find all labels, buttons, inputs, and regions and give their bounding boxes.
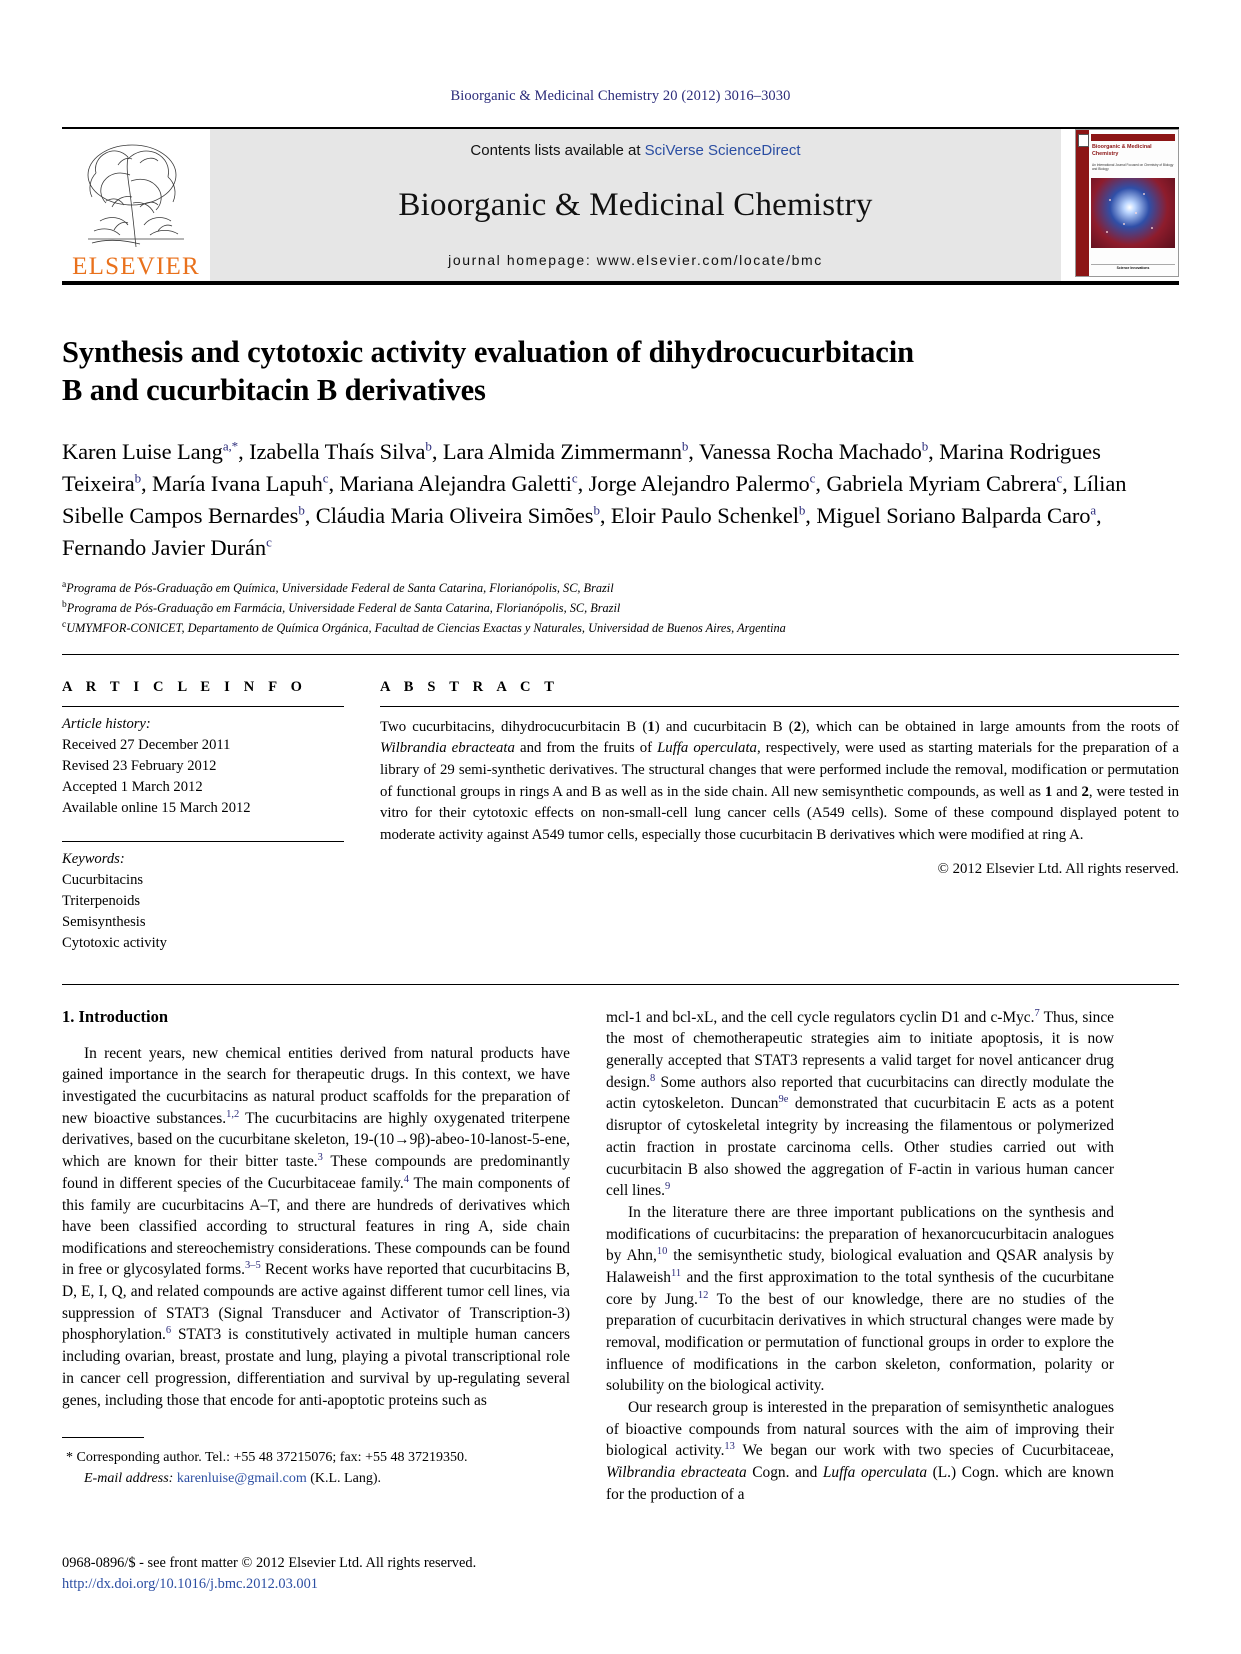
intro-paragraph-right-2: In the literature there are three important publications on the synthesis and modifications of cucurbitacins: the preparation of hexanorcucurbitacin analogues by Ahn,$^{10}$ the semisynthetic study, biological evaluation and QSAR analysis by Halaweish$^{11}$ and the first approximation to the total synthesis of the cucurbitane core by Jung.$^{12}$ To the best of our knowledge, there are no studies of the preparation of cucurbitacin derivatives in which structural changes were made by removal, modification or permutation of functional groups in order to explore the influence of modifications in the carbon skeleton, conformation, polarity or solubility on the biological activity.: [606, 1203, 1114, 1395]
abstract-column: [380, 679, 1179, 954]
footnote-email-link[interactable]: karenluise@gmail.com: [176, 1471, 307, 1487]
affiliation-list: [62, 578, 1179, 638]
running-head: Bioorganic & Medicinal Chemistry 20 (2012) 3016–3030: [450, 88, 791, 104]
author-affiliation-mark: b: [134, 470, 141, 486]
cover-spine-box: [1078, 134, 1089, 147]
author-name: Gabriela Myriam Cabrera$^c$: [826, 470, 1063, 496]
title-block: [62, 333, 1179, 638]
author-name: Miguel Soriano Balparda Caro$^a$: [816, 502, 1097, 528]
info-abstract-section: [62, 654, 1179, 954]
author-name: Karen Luise Lang$^{a,*}$: [62, 438, 239, 464]
cover-card: [1075, 129, 1179, 277]
corresponding-author-footnote: [62, 1427, 570, 1489]
author-affiliation-mark: b: [593, 502, 600, 518]
author-name: Cláudia Maria Oliveira Simões$^b$: [315, 502, 600, 528]
author-list: Karen Luise Lang$^{a,*}$, Izabella Thaís Silva$^b$, Lara Almida Zimmermann$^b$, Vanessa Rocha Machado$^b$, Marina Rodrigues Teixeira$^b$, María Ivana Lapuh$^c$, Mariana Alejandra Galetti$^c$, Jorge Alejandro Palermo$^c$, Gabriela Myriam Cabrera$^c$, Lílian Sibelle Campos Bernardes$^b$, Cláudia Maria Oliveira Simões$^b$, Eloir Paulo Schenkel$^b$, Miguel Soriano Balparda Caro$^a$, Fernando Javier Durán$^c$: [62, 438, 1127, 560]
journal-homepage[interactable]: journal homepage: www.elsevier.com/locate/bmc: [448, 252, 823, 268]
affiliation-mark: c: [62, 619, 67, 630]
page-footer: [62, 1553, 476, 1596]
journal-title: Bioorganic & Medicinal Chemistry: [398, 187, 873, 223]
abstract-text: Two cucurbitacins, dihydrocucurbitacin B (1) and cucurbitacin B (2), which can be obtained in large amounts from the roots of Wilbrandia ebracteata and from the fruits of Luffa operculata, respectively, were used as starting materials for the preparation of a library of 29 semi-synthetic derivatives. The structural changes that were performed include the removal, modification or permutation of functional groups in rings A and B as well as in the side chain. All new semisynthetic compounds, as well as 1 and 2, were tested in vitro for their cytotoxic effects on non-small-cell lung cancer cells (A549 cells). Some of these compound displayed potent to moderate activity against A549 tumor cells, especially those cucurbitacin B derivatives which were modified at ring A.: [380, 718, 1180, 843]
history-item: Accepted 1 March 2012: [62, 778, 203, 795]
footnote-divider: [62, 1437, 144, 1438]
journal-masthead: [62, 127, 1179, 281]
cover-subtitle: An International Journal Focused on Chemistry of Biology and Biology: [1092, 163, 1174, 172]
author-affiliation-mark: c: [322, 470, 329, 486]
cover-artwork: [1091, 178, 1175, 248]
journal-cover-thumbnail: [1061, 129, 1179, 281]
elsevier-wordmark: ELSEVIER: [72, 253, 200, 280]
keywords-block: [62, 841, 344, 954]
article-info-heading: A R T I C L E I N F O: [62, 678, 308, 695]
abstract-heading: A B S T R A C T: [380, 678, 560, 695]
author-affiliation-mark: b: [798, 502, 806, 518]
keywords-label: Keywords:: [62, 850, 125, 867]
cover-title: Bioorganic & Medicinal Chemistry: [1092, 144, 1152, 157]
author-affiliation-mark: b: [425, 438, 432, 454]
intro-paragraph-left: In recent years, new chemical entities derived from natural products have gained importance in the search for therapeutic drugs. In this context, we have investigated the cucurbitacins as natural product scaffolds for the preparation of new bioactive substances.$^{1,2}$ The cucurbitacins are highly oxygenated triterpene derivatives, based on the cucurbitane skeleton, 19-(10→9β)-abeo-10-lanost-5-ene, which are known for their bitter taste.$^3$ These compounds are predominantly found in different species of the Cucurbitaceae family.$^4$ The main components of this family are cucurbitacins A–T, and there are hundreds of derivatives which have been classified according to structural features in ring A, side chain modifications and stereochemistry considerations. These compounds can be found in free or glycosylated forms.$^{3-5}$ Recent works have reported that cucurbitacins B, D, E, I, Q, and related compounds are active against different tumor cell lines, via suppression of STAT3 (Signal Transducer and Activator of Transcription-3) phosphorylation.$^6$ STAT3 is constitutively activated in multiple human cancers including ovarian, breast, prostate and lung, playing a pivotal transcriptional role in cancer cell progression, differentiation and survival by up-regulating several genes, including those that encode for anti-apoptotic proteins such as: [62, 1044, 571, 1409]
title-line-1: Synthesis and cytotoxic activity evaluation of dihydrocucurbitacin: [62, 335, 914, 369]
body-column-right: [606, 1007, 1114, 1506]
abstract-copyright: © 2012 Elsevier Ltd. All rights reserved.: [937, 860, 1179, 877]
author-name: María Ivana Lapuh$^c$: [152, 470, 329, 496]
affiliation-mark: b: [62, 599, 67, 610]
affiliation-item: $^a$Programa de Pós-Graduação em Química, Universidade Federal de Santa Catarina, Florianópolis, SC, Brazil: [62, 579, 614, 595]
author-affiliation-mark: b: [681, 438, 689, 454]
title-line-2: B and cucurbitacin B derivatives: [62, 373, 486, 408]
body-columns: [62, 984, 1179, 1506]
issn-copyright-line: 0968-0896/$ - see front matter © 2012 Elsevier Ltd. All rights reserved.: [62, 1554, 477, 1571]
author-affiliation-mark: c: [266, 534, 272, 550]
keyword-items: [62, 870, 344, 954]
affiliation-item: $^c$UMYMFOR-CONICET, Departamento de Química Orgánica, Facultad de Ciencias Exactas y Naturales, Universidad de Buenos Aires, Argentina: [62, 619, 786, 635]
author-name: Fernando Javier Durán$^c$: [62, 534, 272, 560]
article-history: [62, 707, 344, 819]
footnote-star: *: [66, 1450, 73, 1466]
keyword-item: Semisynthesis: [62, 913, 146, 930]
author-affiliation-mark: c: [571, 470, 578, 486]
article-info-column: [62, 679, 344, 954]
author-name: Jorge Alejandro Palermo$^c$: [588, 470, 816, 496]
history-item: Available online 15 March 2012: [62, 799, 251, 816]
keyword-item: Cucurbitacins: [62, 871, 144, 888]
doi-link[interactable]: http://dx.doi.org/10.1016/j.bmc.2012.03.001: [62, 1576, 318, 1593]
author-name: Mariana Alejandra Galetti$^c$: [339, 470, 578, 496]
keyword-item: Cytotoxic activity: [62, 934, 167, 951]
contents-prefix: Contents lists available at: [470, 142, 645, 159]
intro-paragraph-right-3: Our research group is interested in the preparation of semisynthetic analogues of bioactive compounds from natural sources with the aim of improving their biological activity.$^{13}$ We began our work with two species of Cucurbitaceae, Wilbrandia ebracteata Cogn. and Luffa operculata (L.) Cogn. which are known for the production of a: [606, 1399, 1114, 1503]
body-column-left: [62, 1007, 570, 1506]
intro-paragraph-right-1: mcl-1 and bcl-xL, and the cell cycle regulators cyclin D1 and c-Myc.$^7$ Thus, since the most of chemotherapeutic strategies aim to initiate apoptosis, it is now generally accepted that STAT3 represents a valid target for novel anticancer drug design.$^8$ Some authors also reported that cucurbitacins can directly modulate the actin cytoskeleton. Duncan$^{9e}$ demonstrated that cucurbitacin E acts as a potent disruptor of cytoskeletal integrity by increasing the filamentous or polymerized actin fraction in prostate carcinoma cells. Other studies carried out with cucurbitacin B also showed the aggregation of F-actin in various human cancer cell lines.$^9$: [606, 1007, 1115, 1200]
history-item: Revised 23 February 2012: [62, 757, 217, 774]
page-title: [62, 333, 1179, 410]
author-affiliation-mark: a,*: [222, 438, 239, 454]
cover-top-bar: [1091, 134, 1175, 141]
keyword-item: Triterpenoids: [62, 892, 141, 909]
author-name: Eloir Paulo Schenkel$^b$: [610, 502, 806, 528]
author-name: Izabella Thaís Silva$^b$: [249, 438, 432, 464]
article-history-label: Article history:: [62, 715, 151, 732]
author-affiliation-mark: c: [1056, 470, 1063, 486]
footnote-email-line: [62, 1468, 570, 1489]
sciencedirect-link[interactable]: SciVerse ScienceDirect: [644, 142, 801, 159]
section-heading-introduction: 1. Introduction: [62, 1006, 169, 1026]
author-affiliation-mark: c: [809, 470, 816, 486]
author-name: Vanessa Rocha Machado$^b$: [698, 438, 929, 464]
cover-footer-text: Science Innovations: [1091, 264, 1175, 274]
contents-list-line: [470, 142, 800, 159]
history-item: Received 27 December 2011: [62, 736, 231, 753]
cover-spine: [1076, 130, 1089, 276]
author-affiliation-mark: b: [298, 502, 305, 518]
history-items: [62, 735, 344, 819]
author-name: Marina Rodrigues Teixeira$^b$: [62, 438, 1101, 496]
masthead-bottom-rule: [62, 281, 1179, 285]
masthead-center: [210, 129, 1061, 281]
affiliation-item: $^b$Programa de Pós-Graduação em Farmácia, Universidade Federal de Santa Catarina, Florianópolis, SC, Brazil: [62, 599, 621, 615]
footnote-corresponding-line: [62, 1447, 570, 1468]
author-affiliation-mark: a: [1090, 502, 1097, 518]
elsevier-tree-icon: [70, 135, 202, 253]
footnote-corresponding-text: Corresponding author. Tel.: +55 48 37215076; fax: +55 48 37219350.: [76, 1450, 468, 1466]
footnote-email-owner: (K.L. Lang).: [310, 1471, 381, 1487]
affiliation-mark: a: [62, 579, 67, 590]
author-name: Lílian Sibelle Campos Bernardes$^b$: [62, 470, 1127, 528]
author-name: Lara Almida Zimmermann$^b$: [442, 438, 689, 464]
footnote-email-label: E-mail address:: [84, 1471, 174, 1487]
author-affiliation-mark: b: [921, 438, 929, 454]
elsevier-logo: [62, 129, 210, 281]
